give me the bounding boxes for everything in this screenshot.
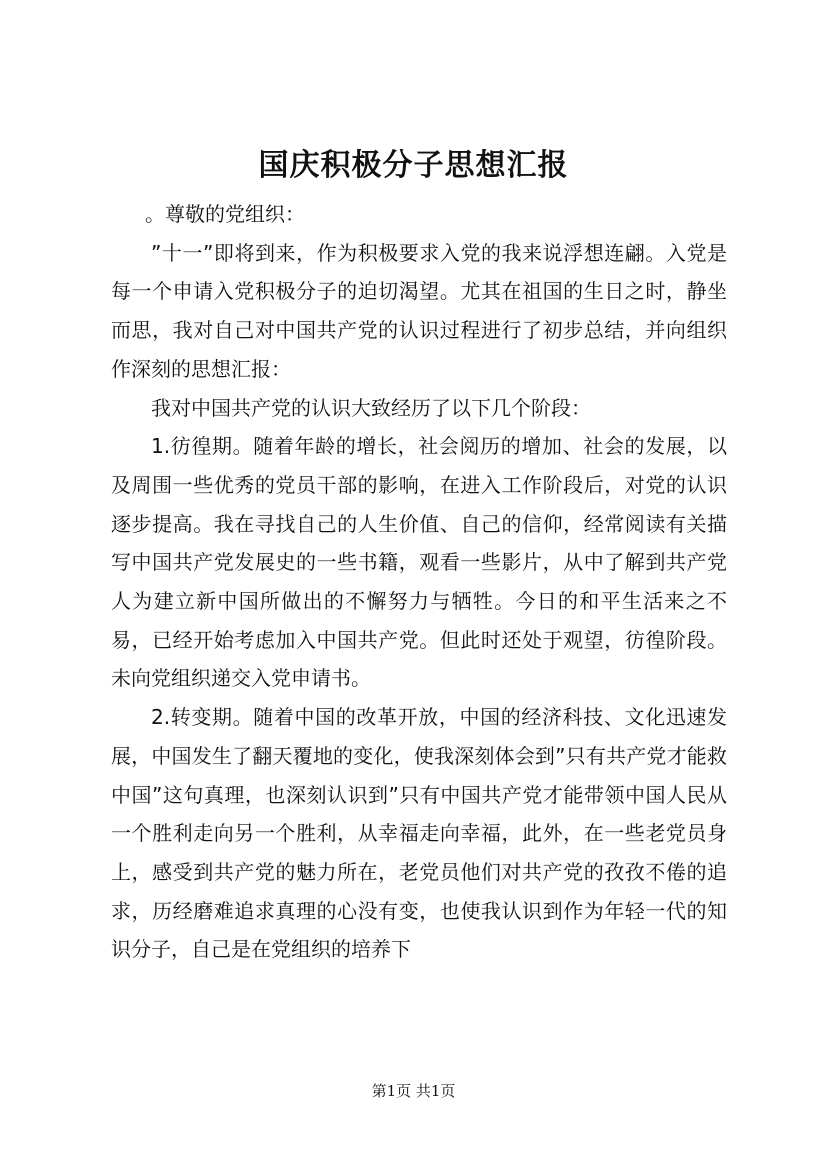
document-body: [111, 195, 727, 969]
intro-paragraph: ”十一”即将到来，作为积极要求入党的我来说浮想连翩。入党是每一个申请入党积极分子的迫切渴望。尤其在祖国的生日之时，静坐而思，我对自己对中国共产党的认识过程进行了初步总结，并向组织作深刻的思想汇报：: [111, 240, 727, 381]
stage-two-paragraph: 2.转变期。随着中国的改革开放，中国的经济科技、文化迅速发展，中国发生了翻天覆地的变化，使我深刻体会到”只有共产党才能救中国”这句真理，也深刻认识到”只有中国共产党才能带领中国人民从一个胜利走向另一个胜利，从幸福走向幸福，此外，在一些老党员身上，感受到共产党的魅力所在，老党员他们对共产党的孜孜不倦的追求，历经磨难追求真理的心没有变，也使我认识到作为年轻一代的知识分子，自己是在党组织的培养下: [111, 705, 727, 962]
salutation-paragraph: 。尊敬的党组织：: [145, 202, 305, 226]
stages-intro-paragraph: 我对中国共产党的认识大致经历了以下几个阶段：: [151, 395, 591, 420]
page-number-footer: 第1页 共1页: [371, 1082, 456, 1100]
stage-one-paragraph: 1.彷徨期。随着年龄的增长，社会阅历的增加、社会的发展，以及周围一些优秀的党员干部的影响，在进入工作阶段后，对党的认识逐步提高。我在寻找自己的人生价值、自己的信仰，经常阅读有关描写中国共产党发展史的一些书籍，观看一些影片，从中了解到共产党人为建立新中国所做出的不懈努力与牺牲。今日的和平生活来之不易，已经开始考虑加入中国共产党。但此时还处于观望，彷徨阶段。未向党组织递交入党申请书。: [111, 434, 727, 691]
document-title: 国庆积极分子思想汇报: [258, 148, 569, 183]
